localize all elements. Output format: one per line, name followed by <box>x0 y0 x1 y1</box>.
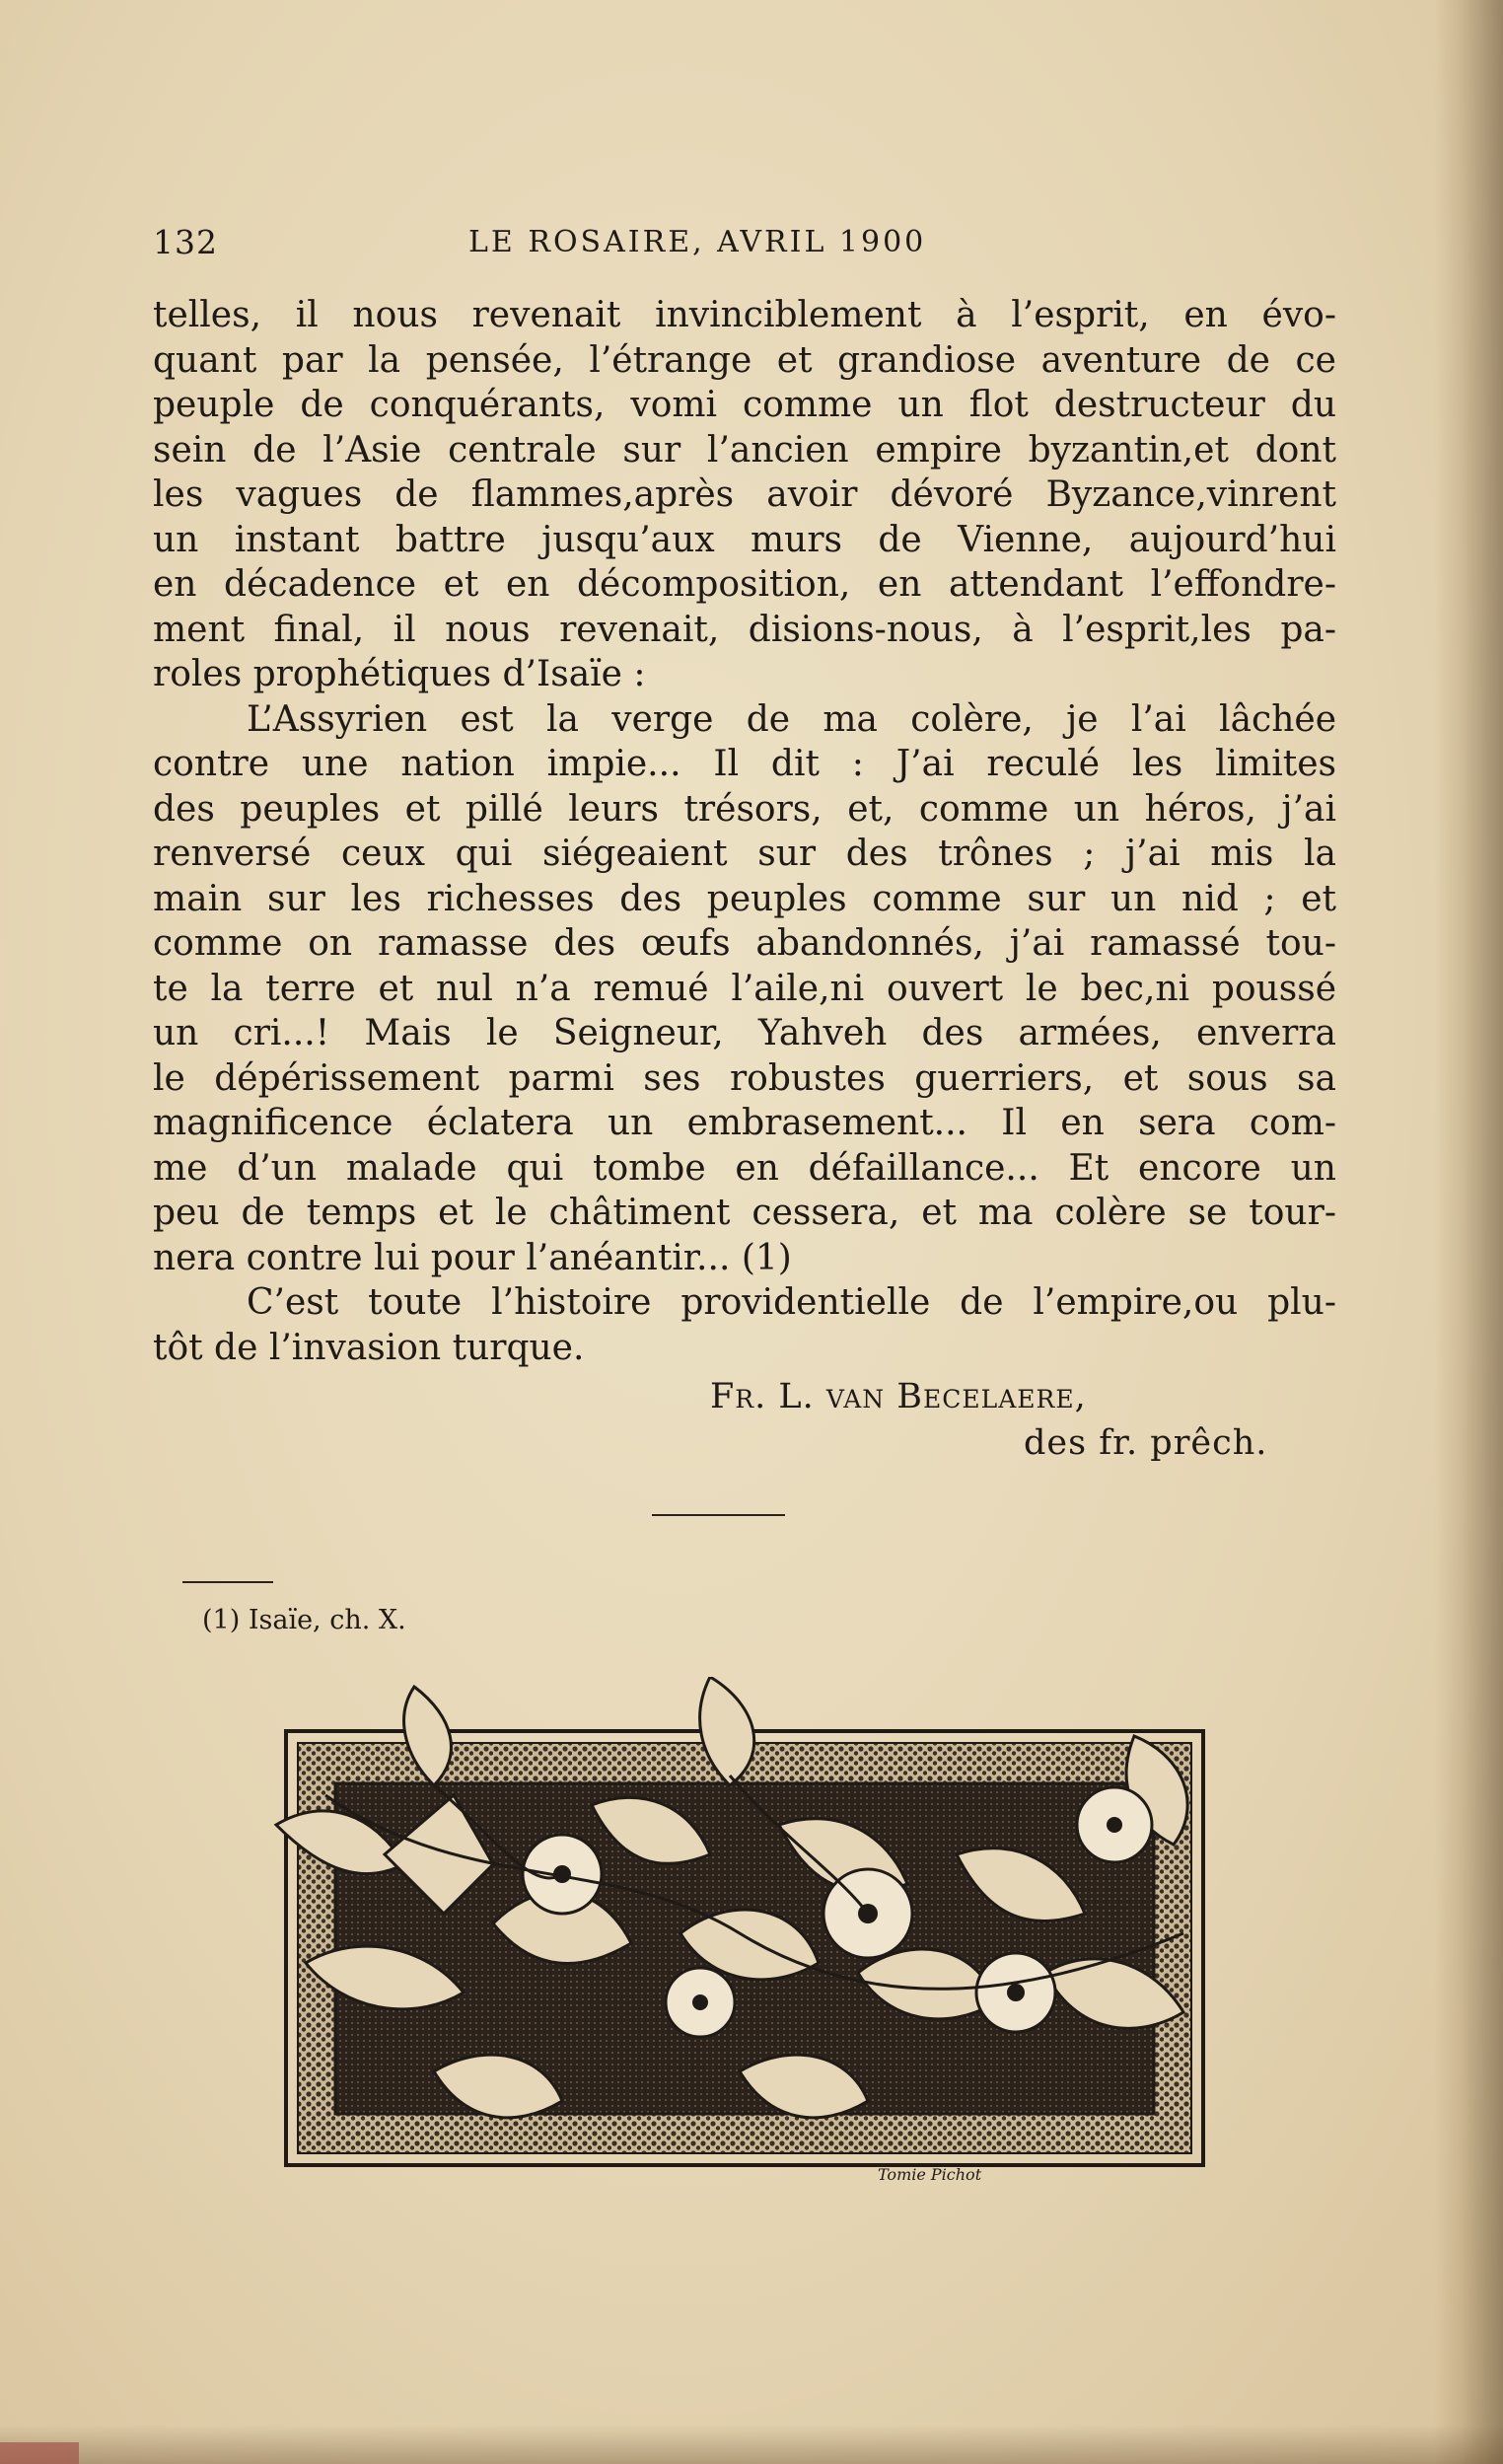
quote-line: me d’un malade qui tombe en défaillance... Et encore un <box>153 1147 1336 1189</box>
quote-line: te la terre et nul n’a remué l’aile,ni ouvert le bec,ni poussé <box>153 968 1336 1009</box>
body-line: sein de l’Asie centrale sur l’ancien empire byzantin,et dont <box>153 429 1336 471</box>
page-edge-shadow <box>1434 0 1503 2464</box>
quote-line: des peuples et pillé leurs trésors, et, comme un héros, j’ai <box>153 788 1336 830</box>
page-header <box>153 223 1346 262</box>
body-line: ment final, il nous revenait, disions-nous, à l’esprit,les pa- <box>153 609 1336 650</box>
body-line: les vagues de flammes,après avoir dévoré Byzance,vinrent <box>153 474 1336 515</box>
floral-vignette-icon <box>266 1677 1223 2190</box>
signature-name: Fr. L. van Becelaere, <box>710 1377 1087 1416</box>
footnote-rule <box>182 1581 273 1583</box>
artist-signature: Tomie Pichot <box>878 2165 982 2184</box>
quote-line: main sur les richesses des peuples comme sur un nid ; et <box>153 878 1336 919</box>
page-number: 132 <box>153 223 218 261</box>
body-line: quant par la pensée, l’étrange et grandiose aventure de ce <box>153 339 1336 381</box>
body-line: peuple de conquérants, vomi comme un flot destructeur du <box>153 385 1336 425</box>
body-line: en décadence et en décomposition, en attendant l’effondre- <box>153 564 1336 605</box>
footnote: (1) Isaïe, ch. X. <box>202 1605 406 1635</box>
quote-line: un cri...! Mais le Seigneur, Yahveh des armées, enverra <box>153 1013 1336 1053</box>
body-line: telles, il nous revenait invinciblement à l’esprit, en évo- <box>153 295 1336 335</box>
quote-line: L’Assyrien est la verge de ma colère, je l’ai lâchée <box>247 698 1336 740</box>
quote-line: contre une nation impie... Il dit : J’ai reculé les limites <box>153 744 1336 784</box>
closing-line: C’est toute l’histoire providentielle de l’empire,ou plu- <box>247 1282 1336 1323</box>
body-line: roles prophétiques d’Isaïe : <box>153 654 646 694</box>
body-line: un instant battre jusqu’aux murs de Vienne, aujourd’hui <box>153 519 1336 560</box>
quote-line: renversé ceux qui siégeaient sur des trônes ; j’ai mis la <box>153 833 1336 874</box>
quote-line: le dépérissement parmi ses robustes guerriers, et sous sa <box>153 1057 1336 1099</box>
cover-corner <box>0 2442 79 2464</box>
quote-line: peu de temps et le châtiment cessera, et ma colère se tour- <box>153 1193 1336 1233</box>
quote-line: comme on ramasse des œufs abandonnés, j’ai ramassé tou- <box>153 923 1336 964</box>
running-head: LE ROSAIRE, AVRIL 1900 <box>468 225 927 259</box>
signature-title: des fr. prêch. <box>1024 1423 1268 1463</box>
signature-block <box>710 1374 1267 1467</box>
quote-line: nera contre lui pour l’anéantir... (1) <box>153 1237 792 1278</box>
body-text <box>153 293 1336 1370</box>
section-rule <box>652 1514 785 1516</box>
page-bottom-shadow <box>0 2425 1503 2464</box>
quote-line: magnificence éclatera un embrasement... Il en sera com- <box>153 1103 1336 1143</box>
closing-line: tôt de l’invasion turque. <box>153 1327 585 1368</box>
